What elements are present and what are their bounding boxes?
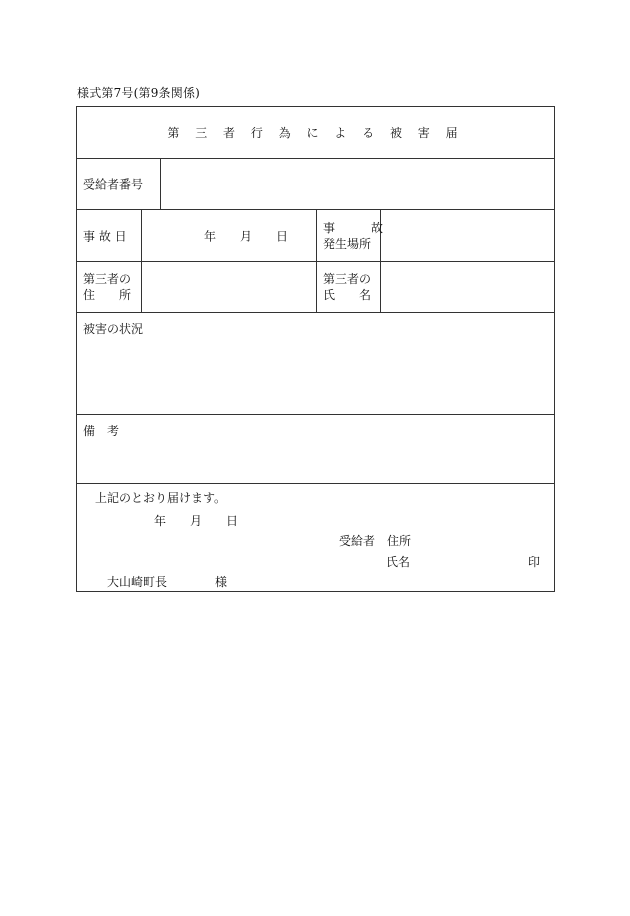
recipient-address-label: 受給者 住所 [339, 534, 412, 548]
accident-place-field[interactable] [381, 210, 556, 261]
damage-status-row[interactable] [77, 313, 554, 415]
damage-status-label: 被害の状況 [83, 322, 144, 336]
third-party-name-label-line-1: 第三者の [323, 272, 372, 286]
submission-date: 年 月 日 [154, 514, 239, 528]
submission-statement: 上記のとおり届けます。 [95, 491, 227, 505]
seal-mark: 印 [528, 555, 541, 569]
accident-row [77, 210, 554, 262]
third-party-address-label-line-2: 住 所 [83, 288, 132, 302]
accident-day-label: 事 故 日 [83, 229, 127, 243]
third-party-address-label [83, 271, 131, 303]
recipient-name-label: 氏名 [386, 555, 411, 569]
recipient-number-label: 受給者番号 [83, 177, 144, 192]
remarks-label: 備 考 [83, 424, 120, 438]
third-party-address-field[interactable] [142, 262, 317, 312]
third-party-name-field[interactable] [381, 262, 556, 312]
form-title: 第 三 者 行 為 に よ る 被 害 届 [167, 126, 464, 140]
recipient-number-field[interactable] [161, 159, 556, 209]
form-number-label: 様式第7号(第9条関係) [77, 86, 201, 100]
third-party-row [77, 262, 554, 313]
submission-block [77, 484, 554, 593]
accident-place-label [323, 220, 383, 252]
remarks-row[interactable] [77, 415, 554, 484]
third-party-name-label-cell [317, 262, 381, 312]
accident-place-label-cell [317, 210, 384, 261]
accident-place-label-line-1: 事 故 [323, 221, 384, 235]
recipient-number-label-cell [77, 159, 161, 209]
addressee-line: 大山崎町長 様 [107, 575, 228, 589]
accident-place-label-line-2: 発生場所 [323, 237, 372, 251]
recipient-number-row [77, 159, 554, 210]
third-party-address-label-line-1: 第三者の [83, 272, 132, 286]
third-party-address-label-cell [77, 262, 142, 312]
third-party-name-label [323, 271, 371, 303]
accident-day-field[interactable] [142, 210, 317, 261]
accident-day-label-cell [77, 210, 142, 261]
third-party-name-label-line-2: 氏 名 [323, 288, 372, 302]
form-title-row [77, 107, 554, 159]
damage-report-form [76, 106, 555, 592]
accident-day-date: 年 月 日 [204, 229, 289, 243]
